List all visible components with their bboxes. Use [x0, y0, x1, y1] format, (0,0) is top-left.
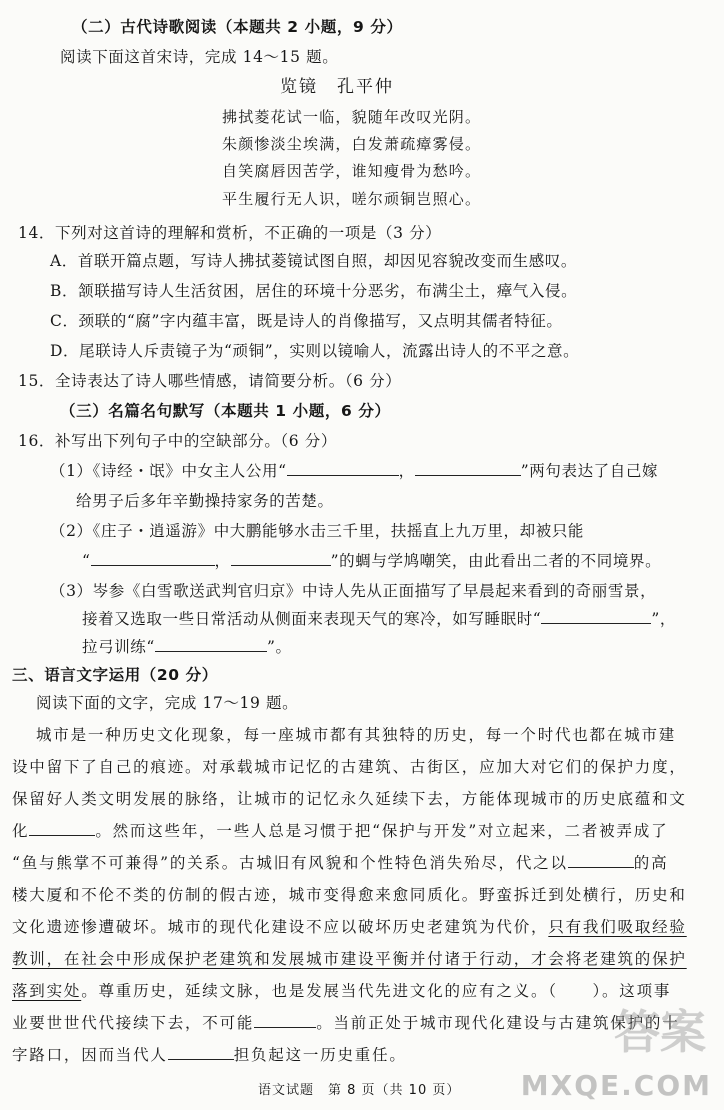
poem-line-4: 平生履行无人识，嗟尔顽铜岂照心。: [222, 190, 482, 208]
blank[interactable]: [254, 1012, 316, 1028]
section3-header: （三）名篇名句默写（本题共 1 小题，6 分）: [60, 402, 391, 420]
blank[interactable]: [287, 460, 399, 476]
q15-stem: 15．全诗表达了诗人哪些情感，请简要分析。（6 分）: [18, 372, 402, 390]
passage-line-11: 字路口，因而当代人 担负起这一历史重任。: [12, 1046, 407, 1064]
poem-instruction: 阅读下面这首宋诗，完成 14～15 题。: [60, 48, 339, 66]
passage-line-1: 城市是一种历史文化现象，每一座城市都有其独特的历史，每一个时代也都在城市建: [36, 726, 677, 744]
poem-line-3: 自笑腐唇因苦学，谁知瘦骨为愁吟。: [222, 162, 482, 180]
page-footer: 语文试题 第 8 页（共 10 页）: [258, 1083, 461, 1098]
underlined-sentence-end: 落到实处: [12, 982, 82, 1000]
section2-header: （二）古代诗歌阅读（本题共 2 小题，9 分）: [72, 18, 403, 36]
underlined-sentence: 只有我们吸取经验: [548, 918, 687, 936]
poem-line-2: 朱颜惨淡尘埃满，白发萧疏瘴雾侵。: [222, 135, 482, 153]
poem-line-1: 拂拭菱花试一临，貌随年改叹光阴。: [222, 108, 482, 126]
passage-line-4: 化 。然而这些年，一些人总是习惯于把“保护与开发”对立起来，二者被弄成了: [12, 822, 669, 840]
passage-line-9: 落到实处。尊重历史，延续文脉，也是发展当代先进文化的应有之义。（ ）。这项事: [12, 982, 672, 1000]
q14-option-c: C．颈联的“腐”字内蕴丰富，既是诗人的肖像描写，又点明其儒者特征。: [50, 312, 563, 330]
passage-line-3: 保留好人类文明发展的脉络，让城市的记忆永久延续下去，方能体现城市的历史底蕴和文: [12, 790, 687, 808]
q14-option-b: B．颔联描写诗人生活贫困，居住的环境十分恶劣，布满尘土，瘴气入侵。: [50, 282, 578, 300]
passage-line-7: 文化遗迹惨遭破坏。城市的现代化建设不应以破坏历史老建筑为代价，只有我们吸取经验: [12, 918, 687, 936]
q14-option-a: A．首联开篇点题，写诗人拂拭菱镜试图自照，却因见容貌改变而生感叹。: [50, 252, 577, 270]
watermark-logo: 答案: [614, 1005, 706, 1059]
blank[interactable]: [231, 550, 331, 566]
poem-title: 览镜 孔平仲: [280, 77, 394, 97]
q16-item2-line1: （2）《庄子・逍遥游》中大鹏能够水击三千里，扶摇直上九万里，却被只能: [50, 522, 585, 540]
q16-item3-line1: （3）岑参《白雪歌送武判官归京》中诗人先从正面描写了早晨起来看到的奇丽雪景，: [50, 582, 657, 600]
part3-header: 三、语言文字运用（20 分）: [12, 666, 218, 684]
passage-line-6: 楼大厦和不伦不类的仿制的假古迹，城市变得愈来愈同质化。野蛮拆迁到处横行，历史和: [12, 886, 687, 904]
q16-item3-line3: 拉弓训练“ ”。: [82, 638, 292, 656]
passage-line-10: 业要世世代代接续下去，不可能 。当前正处于城市现代化建设与古建筑保护的十: [12, 1014, 680, 1032]
q16-item2-line2: “ ， ”的蜩与学鸠嘲笑，由此看出二者的不同境界。: [82, 552, 662, 570]
blank[interactable]: [568, 852, 634, 868]
q16-item1-line1: （1）《诗经・氓》中女主人公用“ ， ”两句表达了自己嫁: [50, 462, 659, 480]
blank[interactable]: [168, 1044, 234, 1060]
q16-item1-line2: 给男子后多年辛勤操持家务的苦楚。: [76, 492, 334, 510]
q14-option-d: D．尾联诗人斥责镜子为“顽铜”，实则以镜喻人，流露出诗人的不平之意。: [50, 342, 580, 360]
blank[interactable]: [91, 550, 215, 566]
watermark-text: MXQE.COM: [520, 1069, 712, 1102]
q16-stem: 16．补写出下列句子中的空缺部分。（6 分）: [18, 432, 337, 450]
blank[interactable]: [155, 636, 267, 652]
passage-line-2: 设中留下了自己的痕迹。对承载城市记忆的古建筑、古街区，应加大对它们的保护力度，: [12, 758, 687, 776]
q16-item3-line2: 接着又选取一些日常活动从侧面来表现天气的寒冷，如写睡眠时“ ”，: [82, 610, 676, 628]
part3-instruction: 阅读下面的文字，完成 17～19 题。: [36, 694, 299, 712]
blank[interactable]: [29, 820, 95, 836]
passage-line-5: “鱼与熊掌不可兼得”的关系。古城旧有风貌和个性特色消失殆尽，代之以 的高: [12, 854, 669, 872]
passage-line-8: 教训，在社会中形成保护老建筑和发展城市建设平衡并付诸于行动，才会将老建筑的保护: [12, 950, 687, 968]
blank[interactable]: [541, 608, 651, 624]
q14-stem: 14．下列对这首诗的理解和赏析，不正确的一项是（3 分）: [18, 224, 442, 242]
blank[interactable]: [415, 460, 521, 476]
